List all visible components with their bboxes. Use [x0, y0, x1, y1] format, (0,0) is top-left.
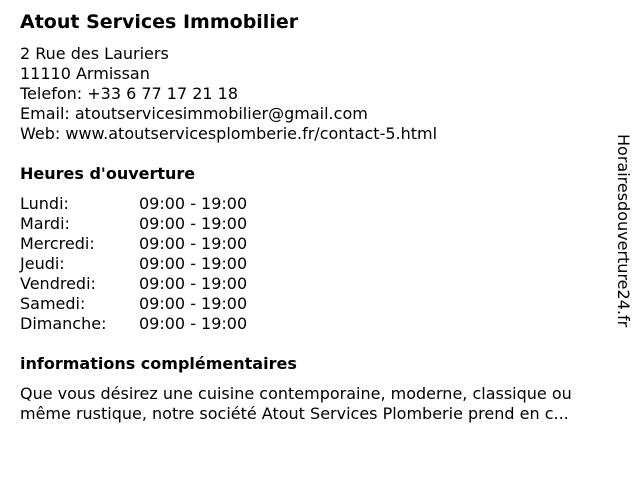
day-label: Jeudi: — [20, 254, 65, 273]
time-range: 09:00 - 19:00 — [139, 274, 248, 293]
day-label: Samedi: — [20, 294, 86, 313]
time-range: 09:00 - 19:00 — [139, 234, 248, 253]
day-label: Vendredi: — [20, 274, 96, 293]
info-line: même rustique, notre société Atout Services Plomberie prend en c... — [20, 404, 569, 423]
city-postcode: 11110 Armissan — [20, 64, 150, 83]
street-address: 2 Rue des Lauriers — [20, 44, 169, 63]
website-url: Web: www.atoutservicesplomberie.fr/contact-5.html — [20, 124, 438, 143]
email-address: Email: atoutservicesimmobilier@gmail.com — [20, 104, 368, 123]
day-label: Dimanche: — [20, 314, 107, 333]
info-line: Que vous désirez une cuisine contemporaine, moderne, classique ou — [20, 384, 572, 403]
time-range: 09:00 - 19:00 — [139, 294, 248, 313]
time-range: 09:00 - 19:00 — [139, 194, 248, 213]
additional-info-text — [20, 384, 620, 424]
phone-number: Telefon: +33 6 77 17 21 18 — [20, 84, 239, 103]
time-range: 09:00 - 19:00 — [139, 214, 248, 233]
day-label: Lundi: — [20, 194, 69, 213]
time-range: 09:00 - 19:00 — [139, 254, 248, 273]
additional-info-heading: informations complémentaires — [20, 354, 297, 373]
contact-details — [20, 44, 437, 144]
day-label: Mardi: — [20, 214, 70, 233]
site-watermark: Horairesdouverture24.fr — [614, 134, 633, 328]
time-range: 09:00 - 19:00 — [139, 314, 248, 333]
opening-hours-heading: Heures d'ouverture — [20, 164, 196, 183]
day-label: Mercredi: — [20, 234, 95, 253]
business-name: Atout Services Immobilier — [20, 11, 299, 33]
